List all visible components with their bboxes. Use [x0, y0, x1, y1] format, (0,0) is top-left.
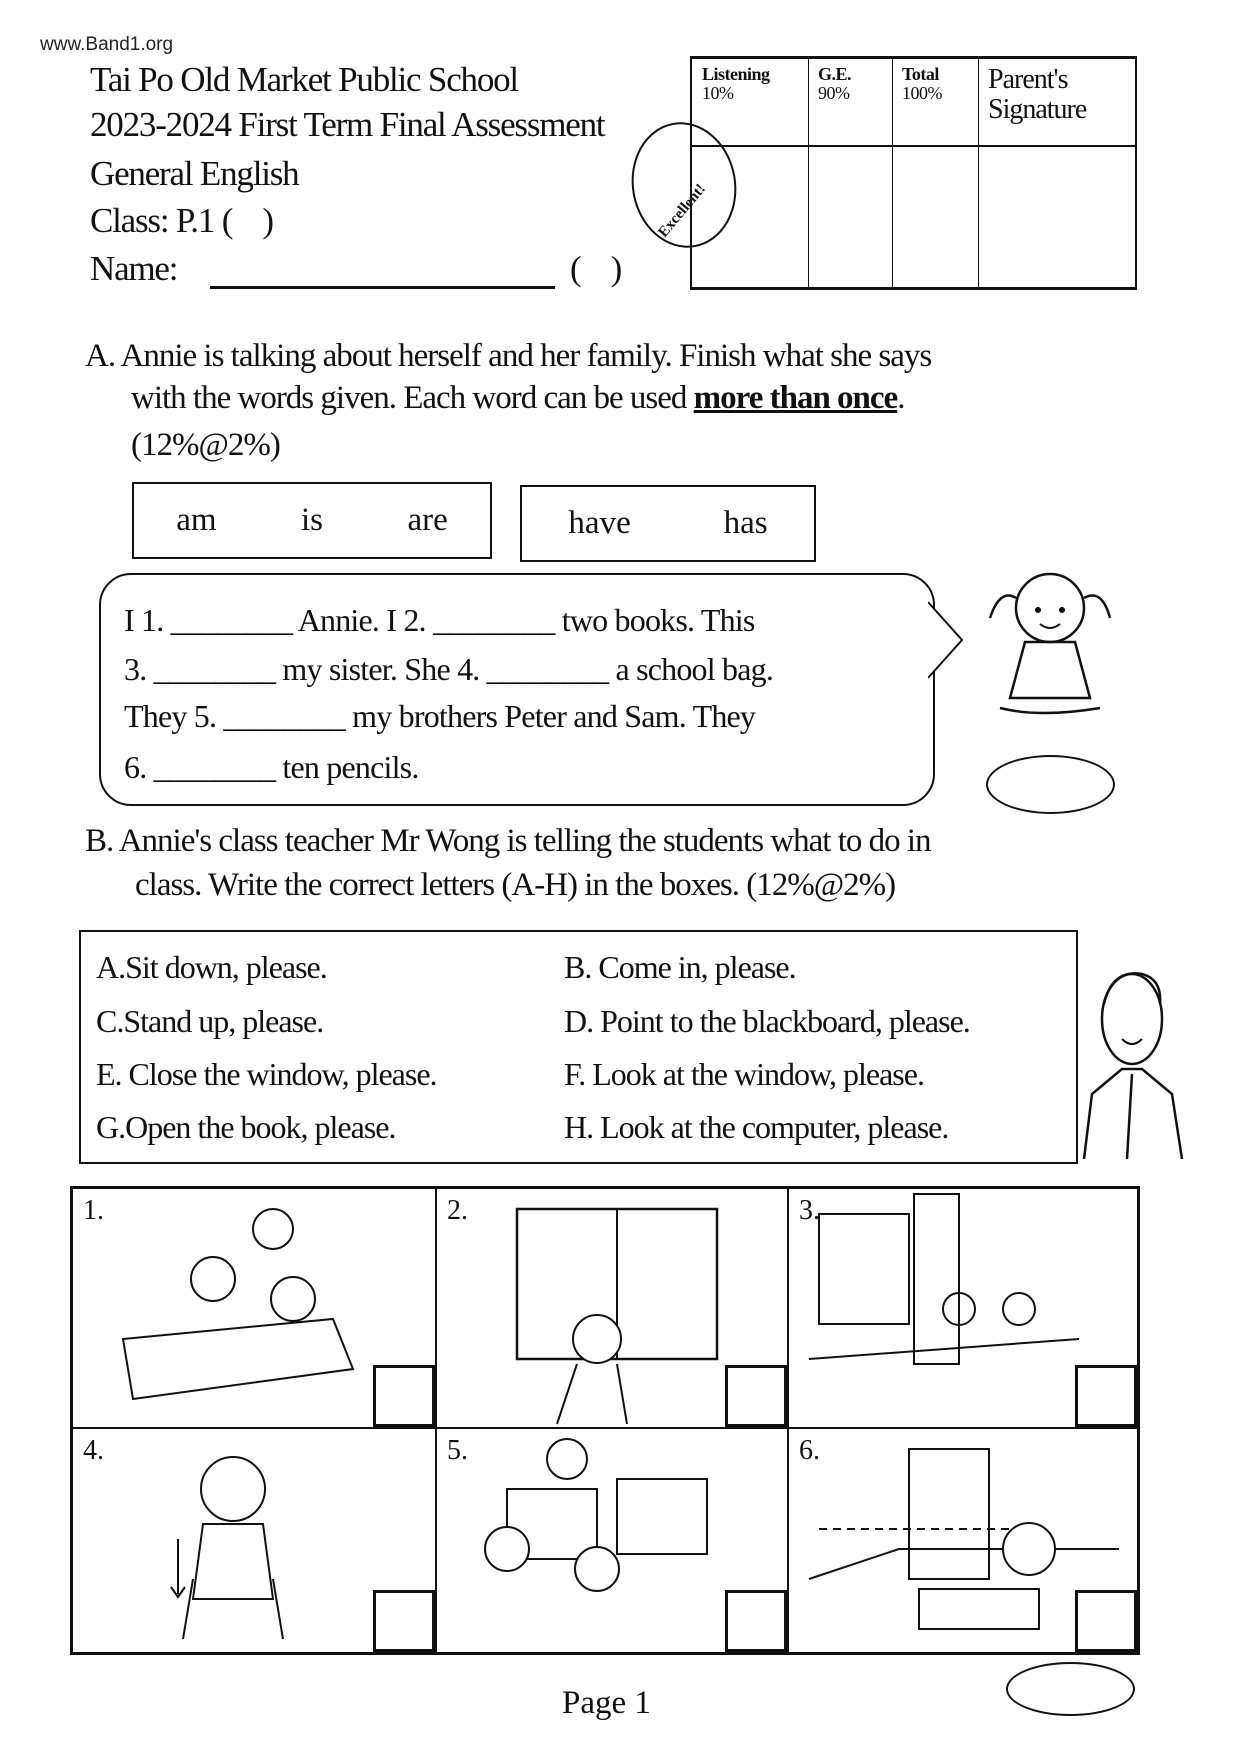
score-header-ge: G.E. 90% [818, 64, 852, 103]
answer-box-3[interactable] [1075, 1365, 1137, 1427]
section-a-instruction: A. Annie is talking about herself and her family. Finish what she says [85, 338, 932, 374]
class-line: Class: P.1 ( ) [90, 201, 273, 240]
answer-box-1[interactable] [373, 1365, 435, 1427]
bubble-line-4: 6. ________ ten pencils. [124, 749, 419, 785]
score-header-signature: Parent's Signature [988, 64, 1087, 125]
school-name: Tai Po Old Market Public School [90, 60, 518, 99]
answer-box-5[interactable] [725, 1590, 787, 1652]
picture-5: 5. [436, 1428, 788, 1653]
section-b-instruction: B. Annie's class teacher Mr Wong is telling the students what to do in [85, 823, 931, 859]
girl-illustration [980, 558, 1122, 723]
teacher-illustration [1082, 964, 1184, 1162]
score-oval-a [986, 755, 1115, 814]
option-d: D. Point to the blackboard, please. [564, 1003, 970, 1039]
bubble-line-1: I 1. ________ Annie. I 2. ________ two books. This [124, 602, 755, 638]
picture-grid [70, 1186, 1140, 1655]
subject: General English [90, 154, 299, 193]
option-a: A.Sit down, please. [96, 949, 327, 985]
picture-6: 6. [788, 1428, 1138, 1653]
picture-2: 2. [436, 1188, 788, 1428]
option-f: F. Look at the window, please. [564, 1056, 924, 1092]
name-label: Name: [90, 249, 178, 288]
score-header-listening: Listening 10% [702, 64, 770, 103]
score-header-total: Total 100% [902, 64, 942, 103]
answer-box-6[interactable] [1075, 1590, 1137, 1652]
name-number-paren: ( ) [570, 249, 622, 288]
option-e: E. Close the window, please. [96, 1056, 437, 1092]
section-a-marks: (12%@2%) [131, 427, 280, 463]
picture-4: 4. [72, 1428, 436, 1653]
speech-bubble-tail [928, 600, 968, 680]
option-g: G.Open the book, please. [96, 1109, 396, 1145]
option-b: B. Come in, please. [564, 949, 796, 985]
option-c: C.Stand up, please. [96, 1003, 324, 1039]
section-a-instruction-2: with the words given. Each word can be used more than once. [131, 380, 905, 416]
score-oval-b [1006, 1662, 1135, 1716]
picture-3: 3. [788, 1188, 1138, 1428]
excellent-stamp: Excellent! [622, 114, 746, 256]
word-box-have: have has [520, 485, 816, 562]
answer-box-4[interactable] [373, 1590, 435, 1652]
picture-1: 1. [72, 1188, 436, 1428]
bubble-line-3: They 5. ________ my brothers Peter and Sam. They [124, 698, 756, 734]
section-b-instruction-2: class. Write the correct letters (A-H) in the boxes. (12%@2%) [135, 867, 896, 903]
answer-box-2[interactable] [725, 1365, 787, 1427]
bubble-line-2: 3. ________ my sister. She 4. ________ a school bag. [124, 651, 774, 687]
name-field[interactable] [210, 286, 555, 289]
score-table [690, 56, 1137, 290]
option-h: H. Look at the computer, please. [564, 1109, 949, 1145]
exam-title: 2023-2024 First Term Final Assessment [90, 105, 605, 144]
word-box-be: am is are [132, 482, 492, 559]
watermark: www.Band1.org [40, 34, 174, 55]
page-number: Page 1 [562, 1685, 651, 1721]
